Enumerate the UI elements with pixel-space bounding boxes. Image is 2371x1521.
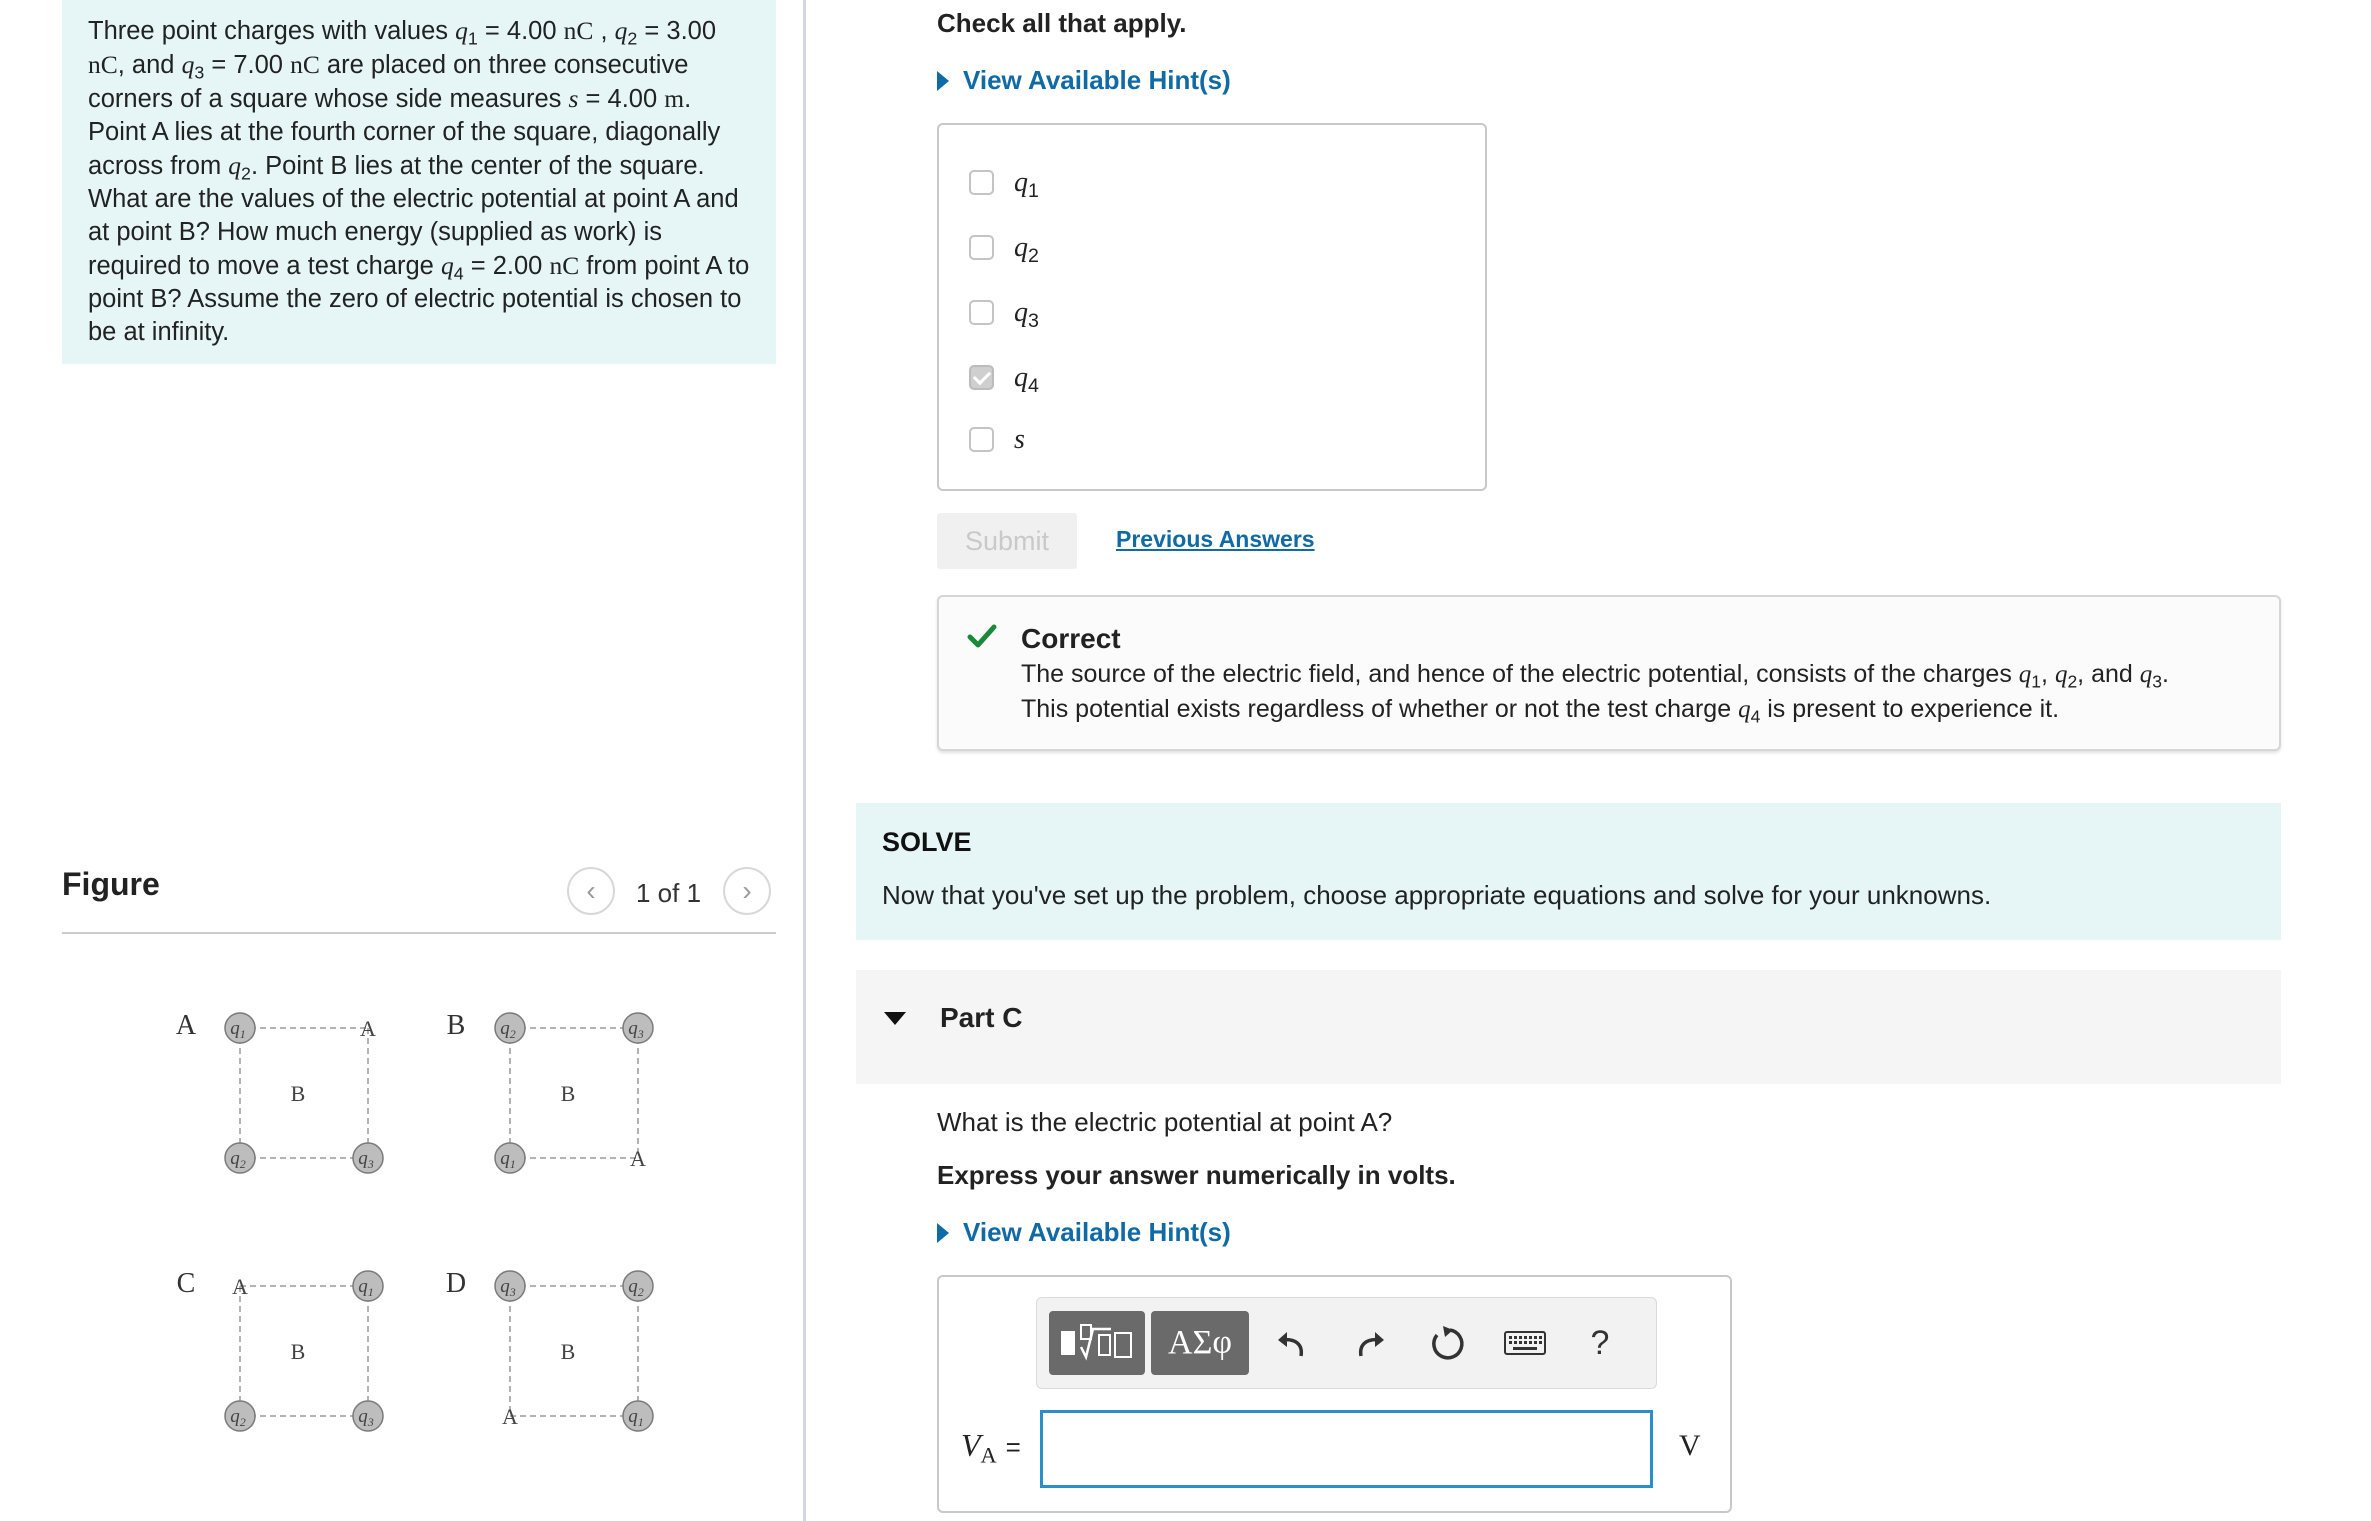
solve-text: Now that you've set up the problem, choose appropriate equations and solve for your unknowns.	[882, 880, 1992, 910]
q4-value: = 2.00	[470, 252, 543, 280]
unit-nc: nC	[549, 251, 580, 280]
instruction-text: Express your answer numerically in volts.	[937, 1160, 1456, 1190]
checkbox-q4[interactable]	[969, 365, 994, 390]
unit-nc: nC	[88, 50, 118, 79]
figure-image	[150, 985, 710, 1455]
charge-label: $q_1$	[230, 1018, 246, 1041]
answer-variable-label: $V_A$ =	[961, 1427, 1021, 1468]
charge-label: $q_1$	[628, 1406, 644, 1429]
charge-label: $q_3$	[358, 1148, 374, 1171]
submit-button[interactable]: Submit	[937, 513, 1077, 569]
charge-label: $q_2$	[500, 1018, 516, 1041]
caret-right-icon	[937, 1223, 949, 1243]
reset-icon	[1428, 1324, 1466, 1362]
point-a-label: A	[502, 1404, 518, 1429]
solve-section	[856, 803, 2281, 940]
point-b-label: B	[560, 1339, 576, 1364]
q3-var: q	[181, 50, 195, 79]
charge-label: $q_2$	[628, 1276, 644, 1299]
problem-text: , and	[117, 51, 175, 79]
figure-counter: 1 of 1	[636, 878, 702, 908]
redo-button[interactable]	[1347, 1320, 1393, 1366]
feedback-correct	[937, 595, 2281, 751]
panel-label: C	[176, 1268, 196, 1299]
figure-next-button[interactable]	[723, 867, 771, 915]
q4-var: q	[440, 251, 454, 280]
problem-text: Three point charges with values	[88, 17, 449, 45]
option-q1[interactable]	[969, 166, 1039, 202]
point-a-label: A	[232, 1274, 248, 1299]
checkbox-q2[interactable]	[969, 235, 994, 260]
hint-label: View Available Hint(s)	[963, 65, 1231, 95]
keyboard-icon	[1504, 1330, 1546, 1356]
unit-nc: nC	[563, 16, 594, 45]
greek-symbols-button[interactable]: ΑΣφ	[1151, 1311, 1249, 1375]
checkbox-s[interactable]	[969, 427, 994, 452]
charge-label: $q_3$	[628, 1018, 644, 1041]
q3-sub: 3	[194, 62, 205, 83]
templates-button[interactable]	[1049, 1311, 1145, 1375]
q1-sub: 1	[467, 28, 478, 49]
charge-label: $q_3$	[500, 1276, 516, 1299]
templates-icon	[1055, 1319, 1139, 1367]
checkbox-q3[interactable]	[969, 300, 994, 325]
option-q3[interactable]	[969, 296, 1039, 332]
answer-input[interactable]	[1040, 1410, 1653, 1488]
q2-value: = 3.00	[644, 17, 717, 45]
option-s[interactable]	[969, 423, 1025, 456]
help-button[interactable]: ?	[1590, 1323, 1610, 1362]
q3-value: = 7.00	[211, 51, 283, 79]
problem-text: from point A to point B? Assume the zero of electric potential is chosen to be at infinity.	[88, 252, 750, 346]
point-a-label: A	[360, 1016, 376, 1041]
part-title: Part C	[940, 1002, 1023, 1033]
panel-divider	[803, 0, 806, 1521]
option-label: s	[1014, 424, 1025, 455]
q1-value: = 4.00	[484, 17, 557, 45]
figure-divider	[62, 932, 776, 934]
undo-button[interactable]	[1269, 1320, 1315, 1366]
check-icon	[967, 623, 997, 649]
point-b-label: B	[290, 1081, 306, 1106]
option-q2[interactable]	[969, 231, 1039, 267]
feedback-text: The source of the electric field, and hence of the electric potential, consists of the charges $q_1$, $q_2$, and $q_3$. This potential exists regardless of whether or not the test charge $q_4$ is present to experience it.	[1021, 660, 2169, 727]
point-b-label: B	[560, 1081, 576, 1106]
problem-text: . Point A lies at the fourth corner of the square, diagonally across from	[88, 85, 721, 180]
charge-label: $q_1$	[500, 1148, 516, 1171]
option-label: $q_3$	[1014, 297, 1039, 332]
hint-label: View Available Hint(s)	[963, 1217, 1231, 1247]
part-c-header[interactable]	[856, 970, 2281, 1084]
panel-label: B	[446, 1010, 466, 1041]
point-a-label: A	[630, 1146, 646, 1171]
option-label: $q_1$	[1014, 167, 1039, 202]
feedback-title: Correct	[1021, 623, 1121, 654]
problem-text: . Point B lies at the center of the square. What are the values of the electric potential at point A and at point B? How much energy (supplied as work) is required to move a test charge	[88, 152, 739, 280]
previous-answers-link[interactable]: Previous Answers	[1116, 526, 1315, 552]
chevron-left-icon: ‹	[586, 875, 596, 906]
unit-nc: nC	[290, 50, 320, 79]
keyboard-button[interactable]	[1502, 1320, 1548, 1366]
chevron-right-icon: ›	[742, 875, 752, 906]
figure-prev-button[interactable]	[567, 867, 615, 915]
s-value: = 4.00	[585, 85, 658, 113]
option-label: $q_2$	[1014, 232, 1039, 267]
caret-down-icon	[884, 1012, 906, 1025]
unit-m: m	[664, 84, 685, 113]
math-toolbar	[1036, 1297, 1657, 1389]
checkbox-q1[interactable]	[969, 170, 994, 195]
q2-sub: 2	[627, 28, 638, 49]
option-label: $q_4$	[1014, 362, 1039, 397]
q4-sub: 4	[453, 263, 464, 284]
problem-statement: Three point charges with values $q_1 = 4.00$ nC , $q_2 = 3.00$ nC, and $q_3 = 7.00$ nC are placed on three consecutive corners of a square whose side measures s = 4.00 m. Point A lies at the fourth corner of the square, diagonally across from $q_2$. Point B lies at the center of the square. What are the values of the electric potential at point A and at point B? How much energy (supplied as work) is required to move a test charge $q_4 = 2.00$ nC from point A to point B? Assume the zero of electric potential is chosen to be at infinity.	[62, 0, 776, 364]
figure-title: Figure	[62, 866, 160, 902]
charge-label: $q_2$	[230, 1406, 246, 1429]
caret-right-icon	[937, 71, 949, 91]
view-hints-link-part-c[interactable]	[937, 1217, 1231, 1248]
charge-label: $q_2$	[230, 1148, 246, 1171]
checkbox-group	[937, 123, 1487, 491]
problem-text: are placed on three consecutive corners of a square whose side measures	[88, 51, 689, 113]
q1-var: q	[455, 16, 468, 45]
solve-title: SOLVE	[882, 827, 972, 857]
redo-icon	[1353, 1326, 1387, 1360]
question-text: What is the electric potential at point A?	[937, 1107, 1393, 1137]
point-b-label: B	[290, 1339, 306, 1364]
unit-label: V	[1679, 1429, 1701, 1462]
option-q4[interactable]	[969, 361, 1039, 397]
q2-sub: 2	[241, 163, 251, 184]
check-all-heading: Check all that apply.	[937, 8, 1187, 38]
answer-box	[937, 1275, 1732, 1513]
s-var: s	[568, 84, 579, 113]
q2-var: q	[228, 151, 242, 180]
charge-label: $q_3$	[358, 1406, 374, 1429]
charge-label: $q_1$	[358, 1276, 374, 1299]
panel-label: D	[445, 1268, 467, 1299]
view-hints-link[interactable]	[937, 65, 1231, 96]
q2-var: q	[614, 16, 628, 45]
undo-icon	[1275, 1326, 1309, 1360]
panel-label: A	[175, 1010, 197, 1041]
reset-button[interactable]	[1424, 1320, 1470, 1366]
